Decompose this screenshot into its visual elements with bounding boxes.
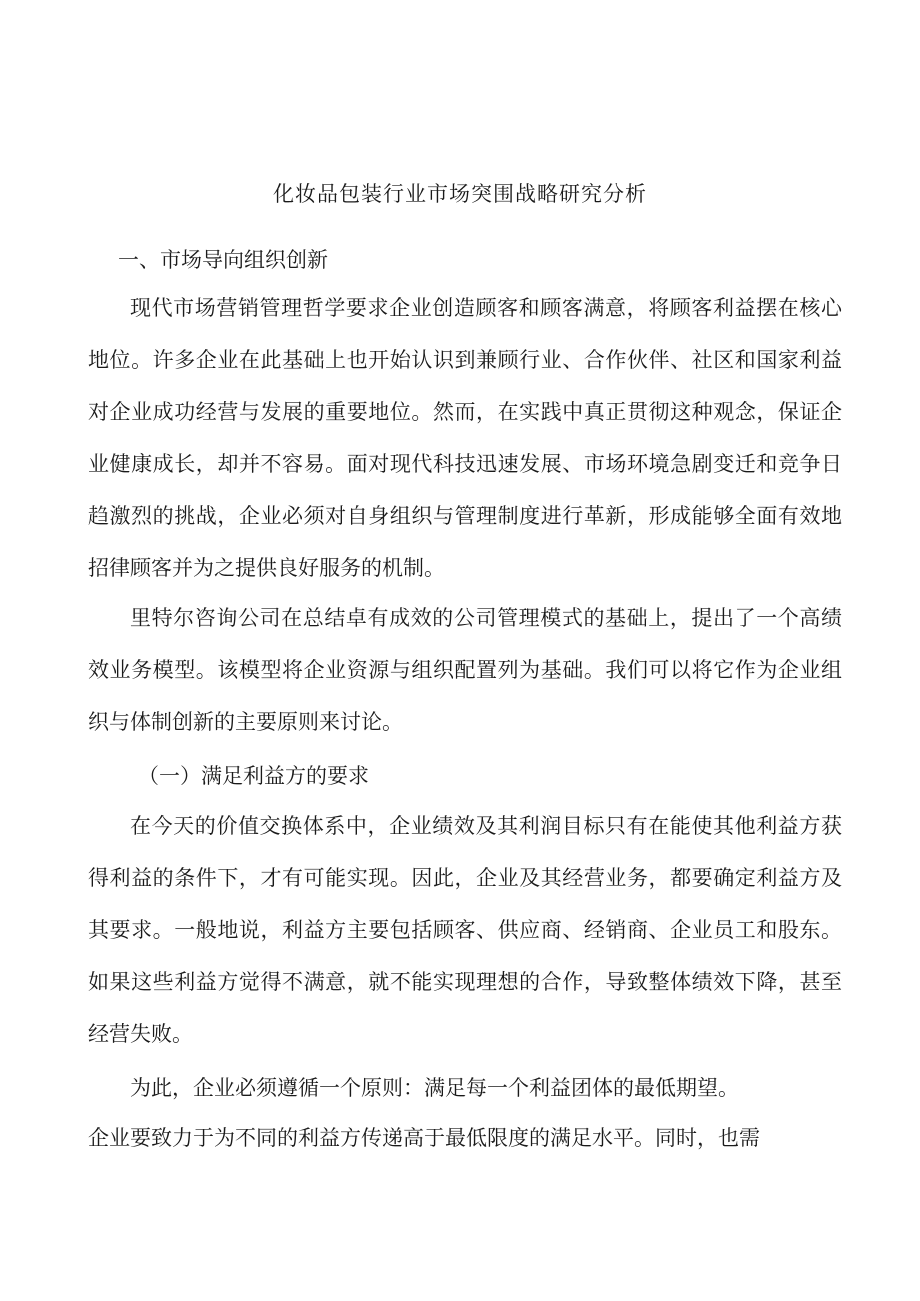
subsection-heading: （一）满足利益方的要求 (138, 764, 369, 788)
paragraph-3: 在今天的价值交换体系中，企业绩效及其利润目标只有在能使其他利益方获得利益的条件下，才有可能实现。因此，企业及其经营业务，都要确定利益方及其要求。一般地说，利益方主要包括顾客、供应商、经销商、企业员工和股东。如果这些利益方觉得不满意，就不能实现理想的合作，导致整体绩效下降，甚至经营失败。 (88, 814, 842, 1046)
paragraph-4-line-1: 为此，企业必须遵循一个原则：满足每一个利益团体的最低期望。 (130, 1076, 739, 1100)
document-title: 化妆品包装行业市场突围战略研究分析 (273, 182, 647, 206)
paragraph-2: 里特尔咨询公司在总结卓有成效的公司管理模式的基础上，提出了一个高绩效业务模型。该模型将企业资源与组织配置列为基础。我们可以将它作为企业组织与体制创新的主要原则来讨论。 (88, 606, 842, 734)
paragraph-1: 现代市场营销管理哲学要求企业创造顾客和顾客满意，将顾客利益摆在核心地位。许多企业在此基础上也开始认识到兼顾行业、合作伙伴、社区和国家利益对企业成功经营与发展的重要地位。然而，在实践中真正贯彻这种观念，保证企业健康成长，却并不容易。面对现代科技迅速发展、市场环境急剧变迁和竞争日趋激烈的挑战，企业必须对自身组织与管理制度进行革新，形成能够全面有效地招律顾客并为之提供良好服务的机制。 (88, 296, 842, 580)
paragraph-4-line-2: 企业要致力于为不同的利益方传递高于最低限度的满足水平。同时，也需 (88, 1126, 760, 1150)
section-heading: 一、市场导向组织创新 (118, 248, 328, 272)
